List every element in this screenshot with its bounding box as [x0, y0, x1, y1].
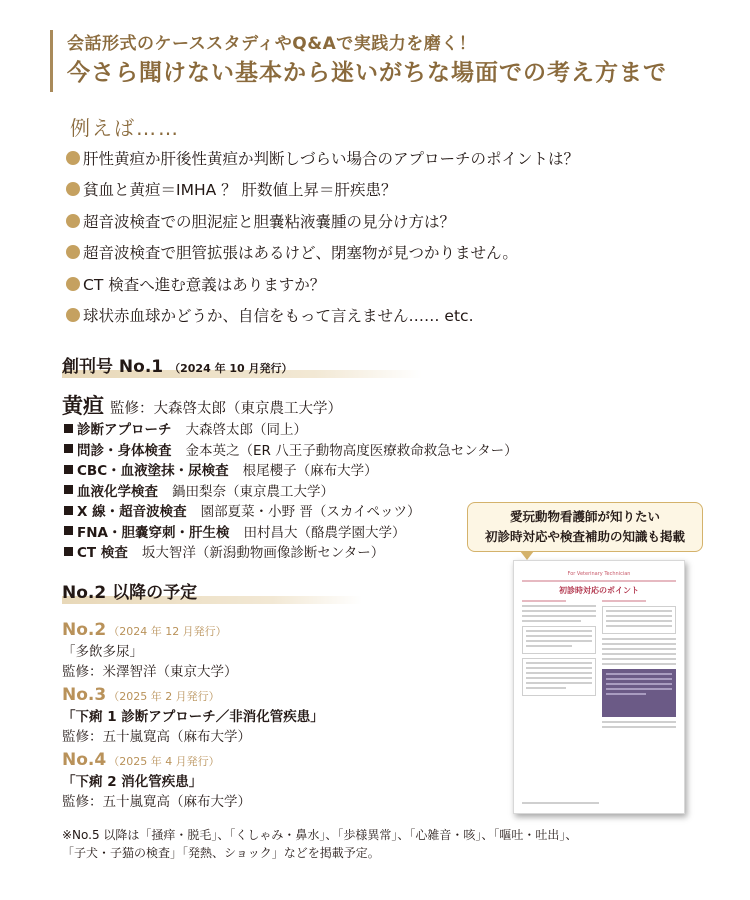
bullet-dot-icon: [66, 245, 80, 259]
sample-box: [602, 606, 676, 634]
sample-page-header: For Veterinary Technician: [567, 571, 631, 577]
square-bullet-icon: [64, 424, 73, 433]
contents-author: 根尾櫻子（麻布大学）: [242, 463, 378, 480]
text-line: [522, 620, 581, 622]
contents-topic: 問診・身体検査: [77, 442, 172, 459]
issue-date: （2025 年 2 月発行）: [108, 690, 220, 703]
contents-author: 金本英之（ER 八王子動物高度医療救命救急センター）: [185, 442, 518, 459]
example-text: 貧血と黄疸＝IMHA ？ 肝数値上昇＝肝疾患？: [83, 181, 397, 200]
contents-author: 坂大智洋（新潟動物画像診断センター）: [141, 545, 385, 562]
contents-author: 田村昌大（酪農学園大学）: [243, 524, 406, 541]
text-line: [526, 662, 592, 664]
contents-topic: 血液化学検査: [77, 483, 158, 500]
issue-theme: 「下痢 2 消化管疾患」: [62, 774, 203, 790]
issue-no-label: No.2: [62, 620, 107, 640]
text-line: [526, 672, 592, 674]
text-line: [606, 625, 672, 627]
sample-box: [522, 626, 596, 654]
first-issue-theme: [62, 390, 342, 420]
text-line: [606, 683, 672, 685]
contents-topic: CT 検査: [77, 545, 128, 562]
text-line: [606, 673, 672, 675]
text-line: [526, 645, 572, 647]
issue-number: [62, 618, 482, 642]
bullet-dot-icon: [66, 182, 80, 196]
square-bullet-icon: [64, 465, 73, 474]
text-line: [522, 610, 596, 612]
text-line: [602, 721, 676, 723]
sample-column-left: [522, 600, 596, 731]
theme-title: 黄疸: [62, 394, 104, 418]
text-line: [602, 663, 676, 665]
square-bullet-icon: [64, 506, 73, 515]
sample-column-right: [602, 600, 676, 731]
text-line: [522, 802, 599, 804]
bullet-dot-icon: [66, 277, 80, 291]
header-subtitle: 会話形式のケーススタディやQ&Aで実践力を磨く！: [67, 34, 477, 54]
text-line: [606, 615, 672, 617]
issue-theme: 「多飲多尿」: [62, 644, 143, 660]
footnote-line: ※No.5 以降は「掻痒・脱毛」、「くしゃみ・鼻水」、「歩様異常」、「心雑音・咳」、「嘔吐・吐出」、: [62, 828, 578, 842]
contents-topic: X 線・超音波検査: [77, 504, 187, 521]
example-item: [66, 300, 686, 332]
text-line: [602, 643, 676, 645]
text-line: [522, 615, 596, 617]
example-item: [66, 142, 686, 174]
example-text: 肝性黄疸か肝後性黄疸か判断しづらい場合のアプローチのポイントは？: [83, 149, 580, 168]
sample-page-footer: [522, 802, 676, 807]
bullet-dot-icon: [66, 214, 80, 228]
theme-supervisor: 監修：大森啓太郎（東京農工大学）: [110, 401, 342, 417]
contents-author: 鍋田梨奈（東京農工大学）: [172, 483, 334, 500]
first-issue-date: （2024 年 10 月発行）: [169, 362, 293, 375]
text-line: [606, 610, 672, 612]
text-line: [526, 677, 592, 679]
issue-supervisor: 監修：米澤智洋（東京大学）: [62, 664, 238, 680]
callout-line: 初診時対応や検査補助の知識も掲載: [484, 529, 685, 544]
example-item: [66, 268, 686, 300]
example-text: 超音波検査で胆管拡張はあるけど、閉塞物が見つかりません。: [83, 244, 518, 263]
example-text: 超音波検査での胆泥症と胆嚢粘液嚢腫の見分け方は？: [83, 212, 456, 231]
sample-purple-box: [602, 669, 676, 717]
text-line: [602, 653, 676, 655]
example-item: [66, 205, 686, 237]
text-line: [606, 693, 646, 695]
callout-bubble: [467, 502, 703, 552]
text-line: [526, 635, 592, 637]
square-bullet-icon: [64, 547, 73, 556]
issue-theme: 「下痢 1 診断アプローチ／非消化管疾患」: [62, 709, 324, 725]
square-bullet-icon: [64, 444, 73, 453]
bullet-dot-icon: [66, 151, 80, 165]
header-block: [50, 30, 700, 92]
issue-date: （2025 年 4 月発行）: [108, 755, 220, 768]
square-bullet-icon: [64, 485, 73, 494]
contents-topic: FNA・胆嚢穿刺・肝生検: [77, 524, 230, 541]
upcoming-issues: [62, 618, 482, 813]
bullet-dot-icon: [66, 308, 80, 322]
footnote: [62, 826, 662, 862]
first-issue-title: 創刊号 No.1: [62, 357, 164, 377]
text-line: [526, 682, 592, 684]
contents-topic: CBC・血液塗抹・尿検査: [77, 463, 229, 480]
text-line: [522, 605, 596, 607]
example-item: [66, 237, 686, 269]
contents-item: [64, 480, 584, 501]
text-line: [526, 687, 566, 689]
header-title: 今さら聞けない基本から迷いがちな場面での考え方まで: [67, 60, 667, 86]
sample-page-thumbnail: [513, 560, 685, 814]
text-line: [522, 600, 566, 602]
text-line: [526, 640, 592, 642]
issue-supervisor: 監修：五十嵐寛高（麻布大学）: [62, 794, 251, 810]
text-line: [602, 638, 676, 640]
example-item: [66, 174, 686, 206]
contents-topic: 診断アプローチ: [77, 422, 172, 439]
upcoming-heading: [62, 578, 362, 602]
footnote-line: 「子犬・子猫の検査」「発熱、ショック」などを掲載予定。: [62, 846, 380, 860]
text-line: [526, 630, 592, 632]
sample-page-columns: [522, 600, 676, 731]
text-line: [602, 658, 676, 660]
issue-supervisor: 監修：五十嵐寛高（麻布大学）: [62, 729, 251, 745]
sample-box: [522, 658, 596, 696]
example-text: CT 検査へ進む意義はありますか？: [83, 275, 326, 294]
issue-number: [62, 683, 482, 707]
sample-page-title: 初診時対応のポイント: [559, 586, 639, 595]
contents-item: [64, 459, 584, 480]
first-issue-heading: [62, 352, 422, 376]
square-bullet-icon: [64, 526, 73, 535]
text-line: [606, 688, 672, 690]
issue-no-label: No.3: [62, 685, 107, 705]
issue-number: [62, 748, 482, 772]
upcoming-title: No.2 以降の予定: [62, 583, 198, 603]
text-line: [602, 600, 646, 602]
text-line: [606, 620, 672, 622]
examples-list: [66, 142, 686, 331]
contents-author: 園部夏菜・小野 晋（スカイペッツ）: [200, 504, 421, 521]
text-line: [602, 726, 676, 728]
text-line: [606, 678, 672, 680]
contents-item: [64, 439, 584, 460]
issue-no-label: No.4: [62, 750, 107, 770]
example-text: 球状赤血球かどうか、自信をもって言えません…… etc.: [83, 307, 474, 326]
callout-line: 愛玩動物看護師が知りたい: [509, 509, 660, 524]
examples-title: 例えば……: [70, 116, 180, 140]
contents-item: [64, 418, 584, 439]
sample-page-rule: [522, 580, 676, 582]
issue-date: （2024 年 12 月発行）: [108, 625, 227, 638]
text-line: [602, 648, 676, 650]
contents-author: 大森啓太郎（同上）: [185, 422, 307, 439]
callout-tail-icon: [520, 551, 534, 560]
text-line: [526, 667, 592, 669]
